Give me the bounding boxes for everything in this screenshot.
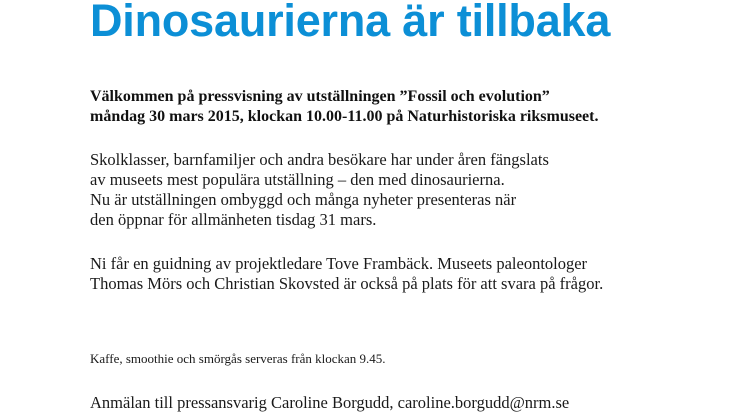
paragraph-exhibition-line-4: den öppnar för allmänheten tisdag 31 mars. <box>90 210 377 229</box>
contact-prefix: Anmälan till pressansvarig Caroline Borgudd, <box>90 393 398 412</box>
paragraph-guided-tour-line-2: Thomas Mörs och Christian Skovsted är också på plats för att svara på frågor. <box>90 274 604 293</box>
refreshments-note: Kaffe, smoothie och smörgås serveras från klockan 9.45. <box>90 351 386 366</box>
paragraph-exhibition-line-1: Skolklasser, barnfamiljer och andra besökare har under åren fängslats <box>90 150 549 169</box>
paragraph-exhibition-line-2: av museets mest populära utställning – den med dinosaurierna. <box>90 170 505 189</box>
lede-line-2: måndag 30 mars 2015, klockan 10.00-11.00 på Naturhistoriska riksmuseet. <box>90 108 599 125</box>
paragraph-guided-tour <box>90 254 603 294</box>
lede-line-1: Välkommen på pressvisning av utställningen ”Fossil och evolution” <box>90 88 550 105</box>
contact-email-link[interactable]: caroline.borgudd@nrm.se <box>397 393 570 412</box>
paragraph-guided-tour-line-1: Ni får en guidning av projektledare Tove Frambäck. Museets paleontologer <box>90 254 588 273</box>
paragraph-exhibition <box>90 150 549 230</box>
contact-line <box>90 393 569 413</box>
paragraph-exhibition-line-3: Nu är utställningen ombyggd och många nyheter presenteras när <box>90 190 517 209</box>
invitation-lede <box>90 87 598 127</box>
headline: Dinosaurierna är tillbaka <box>90 0 611 46</box>
